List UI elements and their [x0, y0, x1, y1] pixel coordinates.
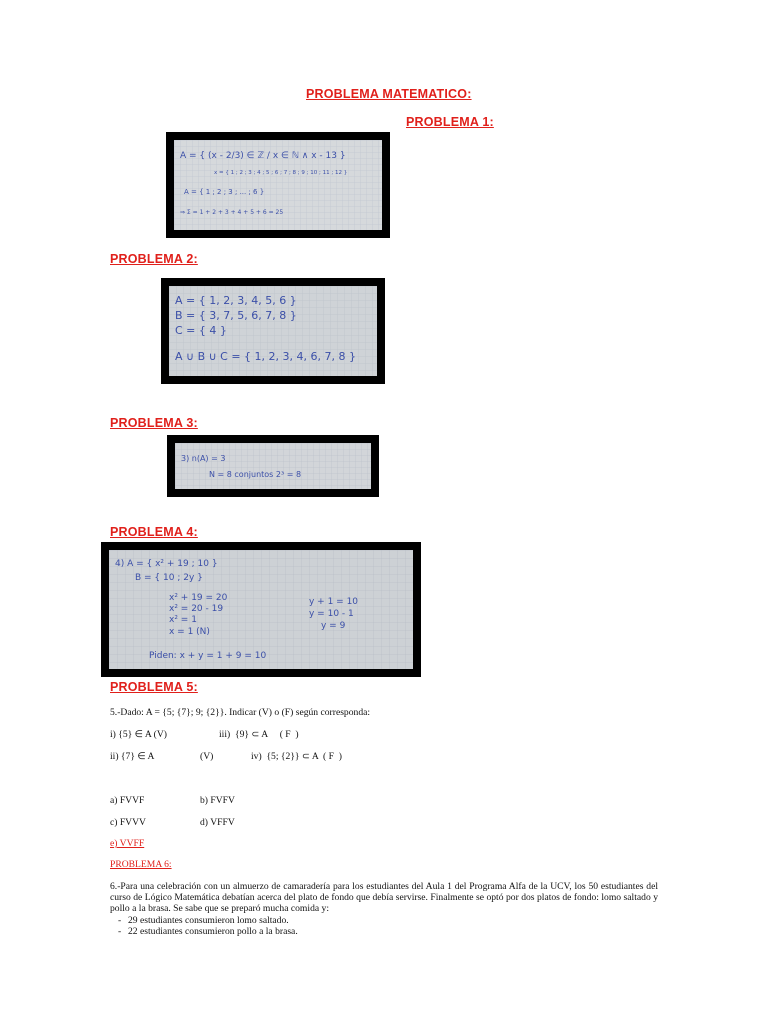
p5-option-d: d) VFFV — [200, 817, 235, 828]
heading-problema-1: PROBLEMA 1: — [406, 115, 494, 129]
photo4-line: x² = 20 - 19 — [169, 604, 224, 614]
p5-option-a: a) FVVF — [110, 795, 145, 806]
p5-item-ii: ii) {7} ∈ A — [110, 751, 155, 762]
p5-option-c: c) FVVV — [110, 817, 146, 828]
photo-problem-2 — [161, 278, 385, 384]
photo4-line: x² = 1 — [169, 615, 197, 625]
photo4-line: 4) A = { x² + 19 ; 10 } — [115, 559, 218, 569]
photo1-line: ⇒ Σ = 1 + 2 + 3 + 4 + 5 + 6 = 25 — [180, 209, 284, 216]
p5-item-iv: iv) {5; {2}} ⊂ A ( F ) — [251, 751, 342, 762]
photo-problem-4 — [101, 542, 421, 677]
photo3-line: N = 8 conjuntos 2³ = 8 — [209, 470, 302, 479]
photo2-line: A ∪ B ∪ C = { 1, 2, 3, 4, 6, 7, 8 } — [175, 350, 356, 363]
photo4-line: y = 9 — [321, 621, 346, 631]
photo2-line: C = { 4 } — [175, 324, 227, 337]
p6-bullet-text: 22 estudiantes consumieron pollo a la brasa. — [128, 926, 298, 937]
p6-bullet-text: 29 estudiantes consumieron lomo saltado. — [128, 915, 289, 926]
heading-problema-6: PROBLEMA 6: — [110, 859, 172, 870]
photo4-line: B = { 10 ; 2y } — [135, 573, 203, 583]
p6-bullet: - 22 estudiantes consumieron pollo a la brasa. — [118, 926, 298, 937]
photo1-line: A = { (x - 2/3) ∈ ℤ / x ∈ ℕ ∧ x - 13 } — [180, 151, 346, 161]
photo-problem-3 — [167, 435, 379, 497]
photo1-line: A = { 1 ; 2 ; 3 ; ... ; 6 } — [184, 188, 265, 196]
p5-item-iii: iii) {9} ⊂ A ( F ) — [219, 729, 299, 740]
p5-intro: 5.-Dado: A = {5; {7}; 9; {2}}. Indicar (V) o (F) según corresponda: — [110, 707, 371, 718]
photo1-line: x = { 1 ; 2 ; 3 ; 4 ; 5 ; 6 ; 7 ; 8 ; 9 ; 10 ; 11 ; 12 } — [214, 170, 348, 176]
photo4-line: Piden: x + y = 1 + 9 = 10 — [149, 651, 267, 661]
heading-problema-4: PROBLEMA 4: — [110, 525, 198, 539]
p5-answer: e) VVFF — [110, 838, 145, 849]
photo4-line: x² + 19 = 20 — [169, 593, 228, 603]
photo2-line: B = { 3, 7, 5, 6, 7, 8 } — [175, 309, 297, 322]
p6-bullet: - 29 estudiantes consumieron lomo saltado. — [118, 915, 289, 926]
photo2-line: A = { 1, 2, 3, 4, 5, 6 } — [175, 294, 297, 307]
photo3-line: 3) n(A) = 3 — [181, 454, 226, 463]
page-title: PROBLEMA MATEMATICO: — [306, 87, 472, 101]
p5-item-i: i) {5} ∈ A (V) — [110, 729, 168, 740]
heading-problema-3: PROBLEMA 3: — [110, 416, 198, 430]
heading-problema-5: PROBLEMA 5: — [110, 680, 198, 694]
p5-option-b: b) FVFV — [200, 795, 235, 806]
photo-problem-1 — [166, 132, 390, 238]
photo4-line: y = 10 - 1 — [309, 609, 354, 619]
p5-item-ii-value: (V) — [200, 751, 214, 762]
photo4-line: y + 1 = 10 — [309, 597, 359, 607]
photo4-line: x = 1 (N) — [169, 627, 210, 637]
heading-problema-2: PROBLEMA 2: — [110, 252, 198, 266]
p6-text: 6.-Para una celebración con un almuerzo de camaradería para los estudiantes del Aula 1 del Programa Alfa de la UCV, los 50 estudiantes del curso de Lógico Matemática debatían acerca del plato de fondo que debía servirse. Finalmente se optó por dos platos de fondo: lomo saltado y pollo a la brasa. Se sabe que se preparó mucha comida y: — [110, 881, 658, 914]
